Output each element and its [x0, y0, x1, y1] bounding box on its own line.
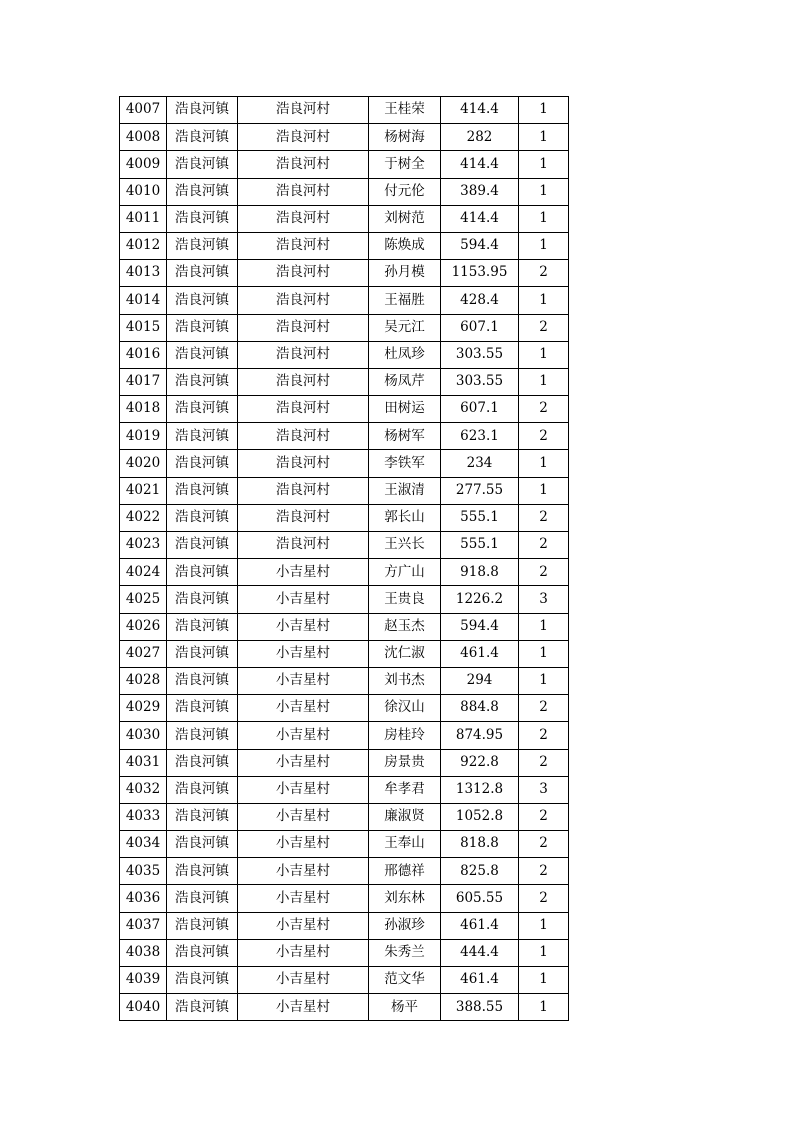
count-cell: 2 [519, 396, 569, 423]
count-cell: 2 [519, 260, 569, 287]
amount-cell: 555.1 [441, 532, 519, 559]
name-cell: 沈仁淑 [369, 640, 441, 667]
name-cell: 范文华 [369, 967, 441, 994]
row-number-cell: 4017 [120, 368, 167, 395]
count-cell: 1 [519, 994, 569, 1021]
amount-cell: 825.8 [441, 858, 519, 885]
count-cell: 1 [519, 151, 569, 178]
count-cell: 1 [519, 178, 569, 205]
table-row [120, 205, 569, 232]
row-number-cell: 4027 [120, 640, 167, 667]
amount-cell: 303.55 [441, 368, 519, 395]
amount-cell: 818.8 [441, 831, 519, 858]
count-cell: 1 [519, 97, 569, 124]
name-cell: 邢德祥 [369, 858, 441, 885]
row-number-cell: 4039 [120, 967, 167, 994]
data-table [119, 96, 569, 1021]
row-number-cell: 4023 [120, 532, 167, 559]
row-number-cell: 4011 [120, 205, 167, 232]
table-row [120, 559, 569, 586]
amount-cell: 414.4 [441, 151, 519, 178]
name-cell: 王兴长 [369, 532, 441, 559]
count-cell: 2 [519, 749, 569, 776]
table-row [120, 151, 569, 178]
amount-cell: 1052.8 [441, 803, 519, 830]
amount-cell: 1226.2 [441, 586, 519, 613]
town-cell: 浩良河镇 [167, 287, 238, 314]
village-cell: 小吉星村 [238, 586, 369, 613]
village-cell: 浩良河村 [238, 423, 369, 450]
name-cell: 杨凤芹 [369, 368, 441, 395]
amount-cell: 922.8 [441, 749, 519, 776]
amount-cell: 874.95 [441, 722, 519, 749]
amount-cell: 918.8 [441, 559, 519, 586]
town-cell: 浩良河镇 [167, 260, 238, 287]
village-cell: 小吉星村 [238, 722, 369, 749]
row-number-cell: 4014 [120, 287, 167, 314]
count-cell: 2 [519, 423, 569, 450]
count-cell: 2 [519, 722, 569, 749]
village-cell: 浩良河村 [238, 341, 369, 368]
count-cell: 1 [519, 912, 569, 939]
table-row [120, 749, 569, 776]
village-cell: 小吉星村 [238, 939, 369, 966]
amount-cell: 623.1 [441, 423, 519, 450]
village-cell: 浩良河村 [238, 260, 369, 287]
amount-cell: 461.4 [441, 912, 519, 939]
table-row [120, 776, 569, 803]
town-cell: 浩良河镇 [167, 885, 238, 912]
count-cell: 1 [519, 640, 569, 667]
table-row [120, 613, 569, 640]
town-cell: 浩良河镇 [167, 368, 238, 395]
village-cell: 小吉星村 [238, 559, 369, 586]
table-row [120, 341, 569, 368]
amount-cell: 594.4 [441, 613, 519, 640]
village-cell: 浩良河村 [238, 97, 369, 124]
table-row [120, 885, 569, 912]
town-cell: 浩良河镇 [167, 97, 238, 124]
row-number-cell: 4022 [120, 504, 167, 531]
village-cell: 浩良河村 [238, 504, 369, 531]
amount-cell: 607.1 [441, 396, 519, 423]
town-cell: 浩良河镇 [167, 450, 238, 477]
town-cell: 浩良河镇 [167, 341, 238, 368]
count-cell: 2 [519, 803, 569, 830]
name-cell: 王福胜 [369, 287, 441, 314]
village-cell: 浩良河村 [238, 368, 369, 395]
town-cell: 浩良河镇 [167, 477, 238, 504]
town-cell: 浩良河镇 [167, 314, 238, 341]
count-cell: 1 [519, 667, 569, 694]
village-cell: 小吉星村 [238, 667, 369, 694]
count-cell: 2 [519, 885, 569, 912]
row-number-cell: 4009 [120, 151, 167, 178]
row-number-cell: 4036 [120, 885, 167, 912]
name-cell: 刘树范 [369, 205, 441, 232]
row-number-cell: 4018 [120, 396, 167, 423]
table-row [120, 260, 569, 287]
name-cell: 赵玉杰 [369, 613, 441, 640]
row-number-cell: 4019 [120, 423, 167, 450]
amount-cell: 277.55 [441, 477, 519, 504]
amount-cell: 594.4 [441, 232, 519, 259]
row-number-cell: 4010 [120, 178, 167, 205]
name-cell: 朱秀兰 [369, 939, 441, 966]
table-row [120, 532, 569, 559]
name-cell: 廉淑贤 [369, 803, 441, 830]
table-row [120, 314, 569, 341]
row-number-cell: 4029 [120, 695, 167, 722]
table-row [120, 477, 569, 504]
count-cell: 1 [519, 613, 569, 640]
count-cell: 1 [519, 967, 569, 994]
name-cell: 王桂荣 [369, 97, 441, 124]
amount-cell: 461.4 [441, 640, 519, 667]
table-row [120, 858, 569, 885]
name-cell: 于树全 [369, 151, 441, 178]
name-cell: 陈焕成 [369, 232, 441, 259]
village-cell: 浩良河村 [238, 314, 369, 341]
count-cell: 2 [519, 559, 569, 586]
count-cell: 2 [519, 831, 569, 858]
town-cell: 浩良河镇 [167, 640, 238, 667]
row-number-cell: 4032 [120, 776, 167, 803]
table-row [120, 586, 569, 613]
village-cell: 小吉星村 [238, 749, 369, 776]
town-cell: 浩良河镇 [167, 858, 238, 885]
table-row [120, 287, 569, 314]
name-cell: 刘东林 [369, 885, 441, 912]
count-cell: 1 [519, 939, 569, 966]
town-cell: 浩良河镇 [167, 667, 238, 694]
table-row [120, 423, 569, 450]
village-cell: 小吉星村 [238, 640, 369, 667]
row-number-cell: 4012 [120, 232, 167, 259]
table-row [120, 97, 569, 124]
amount-cell: 303.55 [441, 341, 519, 368]
town-cell: 浩良河镇 [167, 396, 238, 423]
count-cell: 1 [519, 477, 569, 504]
count-cell: 2 [519, 504, 569, 531]
name-cell: 方广山 [369, 559, 441, 586]
town-cell: 浩良河镇 [167, 749, 238, 776]
table-row [120, 803, 569, 830]
name-cell: 杜凤珍 [369, 341, 441, 368]
village-cell: 浩良河村 [238, 396, 369, 423]
town-cell: 浩良河镇 [167, 559, 238, 586]
table-row [120, 912, 569, 939]
amount-cell: 414.4 [441, 97, 519, 124]
count-cell: 1 [519, 124, 569, 151]
row-number-cell: 4028 [120, 667, 167, 694]
village-cell: 浩良河村 [238, 232, 369, 259]
row-number-cell: 4013 [120, 260, 167, 287]
table-row [120, 994, 569, 1021]
name-cell: 牟孝君 [369, 776, 441, 803]
name-cell: 杨树军 [369, 423, 441, 450]
row-number-cell: 4015 [120, 314, 167, 341]
name-cell: 王奉山 [369, 831, 441, 858]
count-cell: 2 [519, 858, 569, 885]
row-number-cell: 4007 [120, 97, 167, 124]
village-cell: 浩良河村 [238, 450, 369, 477]
table-row [120, 939, 569, 966]
count-cell: 1 [519, 287, 569, 314]
amount-cell: 294 [441, 667, 519, 694]
village-cell: 浩良河村 [238, 151, 369, 178]
count-cell: 1 [519, 205, 569, 232]
amount-cell: 282 [441, 124, 519, 151]
table-row [120, 396, 569, 423]
town-cell: 浩良河镇 [167, 586, 238, 613]
row-number-cell: 4025 [120, 586, 167, 613]
table-row [120, 722, 569, 749]
row-number-cell: 4038 [120, 939, 167, 966]
village-cell: 浩良河村 [238, 287, 369, 314]
amount-cell: 555.1 [441, 504, 519, 531]
town-cell: 浩良河镇 [167, 423, 238, 450]
name-cell: 王贵良 [369, 586, 441, 613]
count-cell: 2 [519, 695, 569, 722]
name-cell: 田树运 [369, 396, 441, 423]
town-cell: 浩良河镇 [167, 831, 238, 858]
village-cell: 小吉星村 [238, 803, 369, 830]
town-cell: 浩良河镇 [167, 151, 238, 178]
row-number-cell: 4021 [120, 477, 167, 504]
row-number-cell: 4030 [120, 722, 167, 749]
table-row [120, 232, 569, 259]
row-number-cell: 4031 [120, 749, 167, 776]
amount-cell: 884.8 [441, 695, 519, 722]
count-cell: 2 [519, 314, 569, 341]
count-cell: 1 [519, 450, 569, 477]
name-cell: 杨平 [369, 994, 441, 1021]
table-row [120, 124, 569, 151]
amount-cell: 234 [441, 450, 519, 477]
amount-cell: 414.4 [441, 205, 519, 232]
town-cell: 浩良河镇 [167, 803, 238, 830]
amount-cell: 1153.95 [441, 260, 519, 287]
row-number-cell: 4040 [120, 994, 167, 1021]
amount-cell: 461.4 [441, 967, 519, 994]
town-cell: 浩良河镇 [167, 967, 238, 994]
count-cell: 3 [519, 776, 569, 803]
count-cell: 1 [519, 232, 569, 259]
name-cell: 房桂玲 [369, 722, 441, 749]
town-cell: 浩良河镇 [167, 178, 238, 205]
village-cell: 浩良河村 [238, 477, 369, 504]
table-row [120, 695, 569, 722]
town-cell: 浩良河镇 [167, 912, 238, 939]
amount-cell: 605.55 [441, 885, 519, 912]
name-cell: 吴元江 [369, 314, 441, 341]
count-cell: 1 [519, 368, 569, 395]
town-cell: 浩良河镇 [167, 124, 238, 151]
name-cell: 孙淑珍 [369, 912, 441, 939]
row-number-cell: 4026 [120, 613, 167, 640]
table-row [120, 831, 569, 858]
table-body [120, 97, 569, 1021]
table-row [120, 504, 569, 531]
row-number-cell: 4016 [120, 341, 167, 368]
table-row [120, 178, 569, 205]
amount-cell: 388.55 [441, 994, 519, 1021]
village-cell: 浩良河村 [238, 178, 369, 205]
town-cell: 浩良河镇 [167, 532, 238, 559]
amount-cell: 428.4 [441, 287, 519, 314]
village-cell: 小吉星村 [238, 858, 369, 885]
row-number-cell: 4037 [120, 912, 167, 939]
name-cell: 付元伦 [369, 178, 441, 205]
count-cell: 3 [519, 586, 569, 613]
name-cell: 杨树海 [369, 124, 441, 151]
village-cell: 小吉星村 [238, 613, 369, 640]
village-cell: 小吉星村 [238, 912, 369, 939]
village-cell: 浩良河村 [238, 532, 369, 559]
town-cell: 浩良河镇 [167, 695, 238, 722]
count-cell: 1 [519, 341, 569, 368]
row-number-cell: 4024 [120, 559, 167, 586]
name-cell: 房景贵 [369, 749, 441, 776]
village-cell: 小吉星村 [238, 967, 369, 994]
name-cell: 孙月模 [369, 260, 441, 287]
town-cell: 浩良河镇 [167, 722, 238, 749]
row-number-cell: 4033 [120, 803, 167, 830]
table-row [120, 667, 569, 694]
amount-cell: 389.4 [441, 178, 519, 205]
amount-cell: 444.4 [441, 939, 519, 966]
name-cell: 郭长山 [369, 504, 441, 531]
name-cell: 刘书杰 [369, 667, 441, 694]
town-cell: 浩良河镇 [167, 613, 238, 640]
count-cell: 2 [519, 532, 569, 559]
village-cell: 浩良河村 [238, 205, 369, 232]
table-row [120, 368, 569, 395]
village-cell: 小吉星村 [238, 695, 369, 722]
village-cell: 小吉星村 [238, 776, 369, 803]
amount-cell: 607.1 [441, 314, 519, 341]
row-number-cell: 4008 [120, 124, 167, 151]
village-cell: 小吉星村 [238, 831, 369, 858]
village-cell: 小吉星村 [238, 994, 369, 1021]
town-cell: 浩良河镇 [167, 939, 238, 966]
row-number-cell: 4020 [120, 450, 167, 477]
name-cell: 王淑清 [369, 477, 441, 504]
amount-cell: 1312.8 [441, 776, 519, 803]
town-cell: 浩良河镇 [167, 504, 238, 531]
town-cell: 浩良河镇 [167, 776, 238, 803]
town-cell: 浩良河镇 [167, 994, 238, 1021]
village-cell: 小吉星村 [238, 885, 369, 912]
table-row [120, 967, 569, 994]
table-row [120, 450, 569, 477]
town-cell: 浩良河镇 [167, 232, 238, 259]
town-cell: 浩良河镇 [167, 205, 238, 232]
row-number-cell: 4035 [120, 858, 167, 885]
name-cell: 李铁军 [369, 450, 441, 477]
table-row [120, 640, 569, 667]
name-cell: 徐汉山 [369, 695, 441, 722]
row-number-cell: 4034 [120, 831, 167, 858]
village-cell: 浩良河村 [238, 124, 369, 151]
